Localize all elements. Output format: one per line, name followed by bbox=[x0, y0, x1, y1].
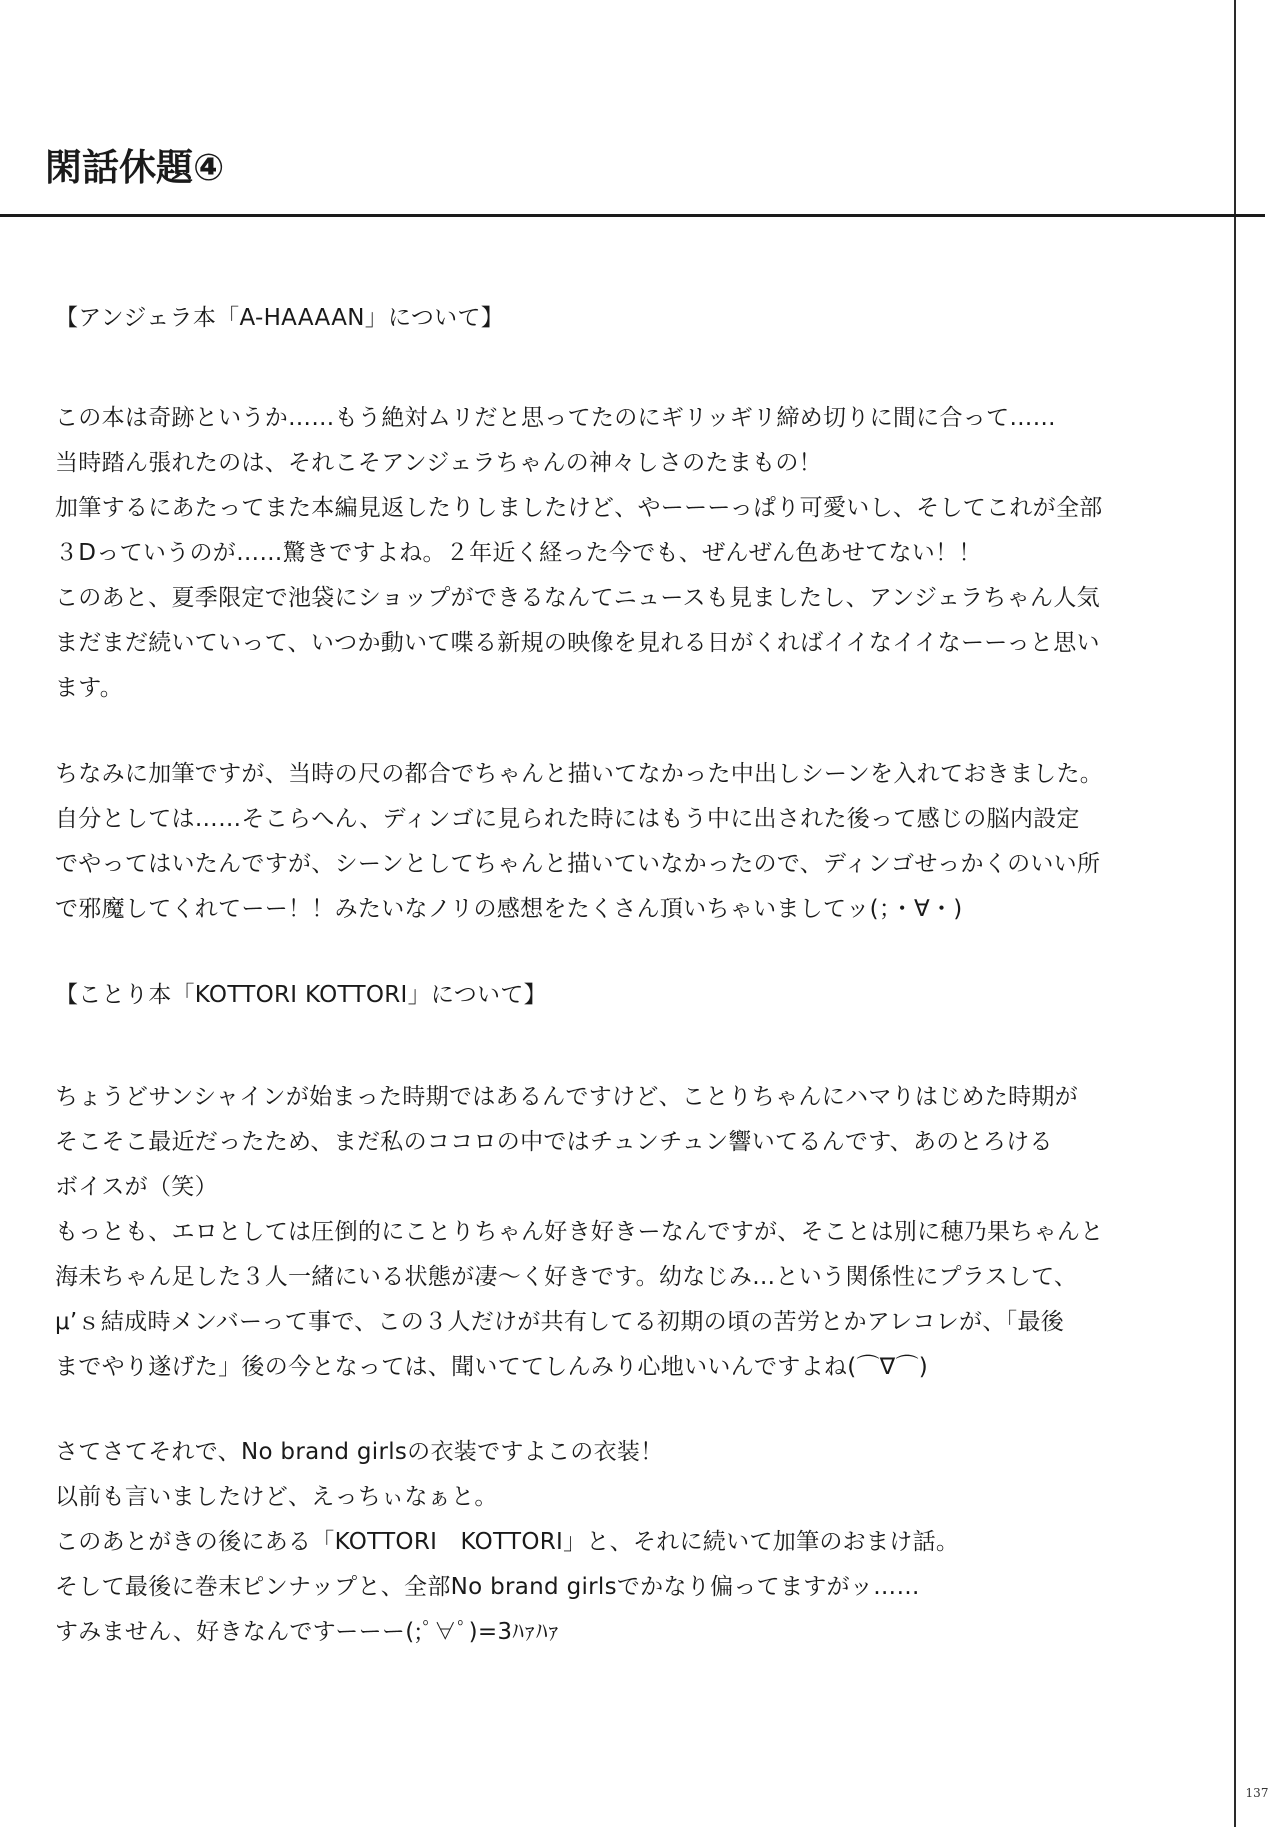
text-line: μ’ｓ結成時メンバーって事で、この３人だけが共有してる初期の頃の苦労とかアレコレが、「最後 bbox=[55, 1309, 1065, 1335]
afterword-body bbox=[55, 296, 1195, 1655]
text-line: このあとがきの後にある「KOTTORI KOTTORI」と、それに続いて加筆のおまけ話。 bbox=[55, 1529, 960, 1555]
margin-rule bbox=[1234, 0, 1236, 1827]
text-line: ちょうどサンシャインが始まった時期ではあるんですけど、ことりちゃんにハマりはじめた時期が bbox=[55, 1084, 1079, 1110]
paragraph-angela-1 bbox=[55, 396, 1195, 711]
text-line: 自分としては……そこらへん、ディンゴに見られた時にはもう中に出された後って感じの脳内設定 bbox=[55, 806, 1080, 832]
text-line: ボイスが（笑） bbox=[55, 1174, 218, 1200]
text-line: ３Dっていうのが……驚きですよね。２年近く経った今でも、ぜんぜん色あせてない！！ bbox=[55, 540, 982, 566]
text-line: 当時踏ん張れたのは、それこそアンジェラちゃんの神々しさのたまもの！ bbox=[55, 450, 822, 476]
text-line: この本は奇跡というか……もう絶対ムリだと思ってたのにギリッギリ締め切りに間に合って…… bbox=[55, 405, 1056, 431]
text-line: で邪魔してくれてーー！！みたいなノリの感想をたくさん頂いちゃいましてッ(；・∀・) bbox=[55, 896, 963, 922]
page-number: 137 bbox=[1245, 1786, 1269, 1800]
page-title: 閑話休題④ bbox=[45, 146, 225, 189]
text-line: そして最後に巻末ピンナップと、全部No brand girlsでかなり偏ってますがッ…… bbox=[55, 1574, 920, 1600]
text-line: 加筆するにあたってまた本編見返したりしましたけど、やーーーっぱり可愛いし、そしてこれが全部 bbox=[55, 495, 1103, 521]
text-line: まだまだ続いていって、いつか動いて喋る新規の映像を見れる日がくればイイなイイなーーっと思い bbox=[55, 630, 1100, 656]
paragraph-angela-2 bbox=[55, 752, 1195, 932]
text-line: ちなみに加筆ですが、当時の尺の都合でちゃんと描いてなかった中出しシーンを入れておきました。 bbox=[55, 761, 1104, 787]
paragraph-kotori-1 bbox=[55, 1075, 1195, 1390]
text-line: でやってはいたんですが、シーンとしてちゃんと描いていなかったので、ディンゴせっかくのいい所 bbox=[55, 851, 1101, 877]
text-line: さてさてそれで、No brand girlsの衣装ですよこの衣装！ bbox=[55, 1439, 664, 1465]
text-line: 海未ちゃん足した３人一緒にいる状態が凄～く好きです。幼なじみ…という関係性にプラスして、 bbox=[55, 1264, 1078, 1290]
paragraph-kotori-2 bbox=[55, 1430, 1195, 1655]
section-heading-angela: 【アンジェラ本「A-HAAAAN」について】 bbox=[55, 305, 505, 331]
text-line: このあと、夏季限定で池袋にショップができるなんてニュースも見ましたし、アンジェラちゃん人気 bbox=[55, 585, 1100, 611]
text-line: 以前も言いましたけど、えっちぃなぁと。 bbox=[55, 1484, 498, 1510]
title-underline bbox=[0, 214, 1265, 217]
text-line: すみません、好きなんですーーー(;ﾟ∀ﾟ)=3ﾊｧﾊｧ bbox=[55, 1619, 560, 1645]
text-line: ます。 bbox=[55, 675, 124, 701]
text-line: もっとも、エロとしては圧倒的にことりちゃん好き好きーなんですが、そことは別に穂乃果ちゃんと bbox=[55, 1219, 1104, 1245]
text-line: までやり遂げた」後の今となっては、聞いててしんみり心地いいんですよね(⌒∇⌒) bbox=[55, 1354, 929, 1380]
text-line: そこそこ最近だったため、まだ私のココロの中ではチュンチュン響いてるんです、あのとろける bbox=[55, 1129, 1053, 1155]
section-heading-kotori: 【ことり本「KOTTORI KOTTORI」について】 bbox=[55, 982, 547, 1008]
